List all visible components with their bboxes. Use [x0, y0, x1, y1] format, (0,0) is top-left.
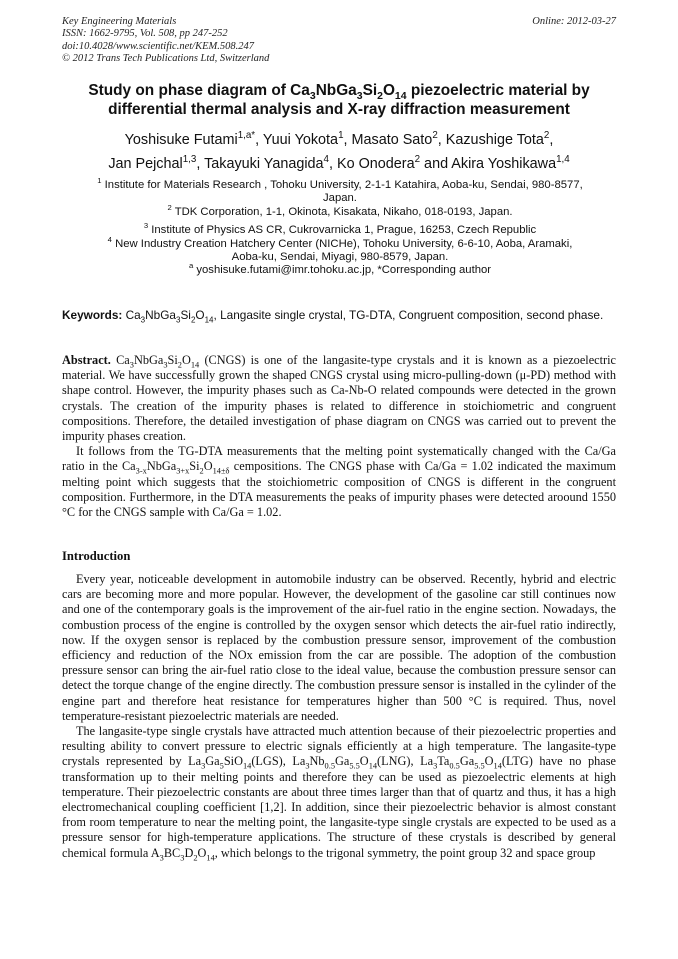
- introduction-paragraph-2: The langasite-type single crystals have attracted much attention because of their piezoelectric properties and resulting ability to convert pressure to electric signals efficiently at a high temperature. The langasite-type crystals represented by $La_3Ga_5SiO_{14}(LGS)$, $La_3Nb_{0.5}Ga_{5.5}O_{14}(LNG)$, $La_3Ta_{0.5}Ga_{5.5}O_{14}(LTG)$ have no phase transformation up to their melting points and therefore they can be used as piezoelectric elements at high temperature. Their piezoelectric constants are about three times larger than that of quartz and thus, it has a high electromechanical coupling coefficient [1,2]. In addition, since their piezoelectric behavior is almost constant from room temperature to near the melting point, the langasite-type single crystals are expected to be used as a pressure sensor for high-temperature applications. The structure of these crystals is described by general chemical formula $A_3BC_3D_2O_{14}$, which belongs to the trigonal symmetry, the point group 32 and space group: [62, 724, 616, 863]
- affiliation-number: 2: [167, 203, 172, 213]
- affiliation-1: [60, 176, 620, 206]
- intro-text: (LNG), La: [377, 754, 434, 769]
- title-line1-end: piezoelectric material by: [406, 82, 590, 99]
- author-affil-mark: 1,4: [556, 154, 570, 166]
- affiliation-text: New Industry Creation Hatchery Center (NICHe), Tohoku University, 6-6-10, Aoba, Aramaki,: [115, 237, 573, 250]
- author-name: , Masato Sato: [343, 132, 433, 148]
- intro-text: The langasite-type single crystals have attracted much attention because of their piezoelectric properties and resulting ability to convert pressure to electric signals efficiently at a high temperature. The langasite-type crystals represented by La: [62, 724, 616, 769]
- abstract-paragraph-1: Abstract. $Ca_3NbGa_3Si_2O_{14}$ (CNGS) is one of the langasite-type crystals and it is known as a piezoelectric material. We have successfully grown the shaped CNGS crystal using micro-pulling-down (μ-PD) method with shape control. However, the impurity phases such as Ca-Nb-O related compounds were detected in the grown crystals. The creation of the impurity phases is related to difference in stoichiometric and congruent compositions. Therefore, the detailed investigation of phase diagram on CNGS was carried out to prevent the impurity phases creation.: [62, 353, 617, 444]
- author-affil-mark: 2: [543, 130, 550, 142]
- copyright-line: © 2012 Trans Tech Publications Ltd, Switzerland: [62, 52, 270, 64]
- email-mark: a: [188, 261, 194, 271]
- introduction-heading: Introduction: [62, 549, 131, 563]
- introduction-paragraph-1: Every year, noticeable development in automobile industry can be observed. Recently, hybrid and electric cars are becoming more and more popular. However, the development of the gasoline car still continues now and one of the contemporary goals is the improvement of the air-fuel ratio in the engine section. Nowadays, the combustion process of the engine is controlled by the oxygen sensor which detects the air-fuel ratio indirectly, now. If the oxygen sensor is replaced by the combustion pressure sensor, improvement of the combustion efficiency and reduction of the NOx emission from the car are possible. The adoption of the combustion pressure sensor can bring the air-fuel ratio close to the ideal value, because the combustion pressure sensor can detect the torque change of the engine directly. The combustion pressure sensor is installed in the cylinder of the engine part and therefore heat resistance for temperatures higher than 500 °C is required. Thus, novel temperature-resistant piezoelectric materials are needed.: [62, 572, 616, 723]
- abstract-text: NbGa: [146, 459, 177, 474]
- title-line2: differential thermal analysis and X-ray diffraction measurement: [108, 100, 570, 118]
- title-line1-start: Study on phase diagram of Ca: [88, 82, 310, 99]
- introduction: [62, 572, 616, 861]
- affiliation-number: 3: [143, 221, 149, 231]
- author-name: Yoshisuke Futami: [124, 132, 238, 148]
- affiliation-text: Institute for Materials Research , Tohoku University, 2-1-1 Katahira, Aoba-ku, Sendai, 980-8577,: [104, 179, 583, 191]
- affiliations: [60, 176, 620, 278]
- doi-line: doi:10.4028/www.scientific.net/KEM.508.247: [62, 40, 254, 52]
- abstract-text: cempositions. The CNGS phase with Ca/Ga = 1.02 indicated the maximum melting point which suggests that the stoichiometric composition of CNGS is different in the congruent composition. Furthermore, in the DTA measurements the peaks of impurity phases were detected aroound 1550 °C for the CNGS sample with Ca/Ga = 1.02.: [62, 459, 617, 520]
- author-separator: ,: [549, 132, 554, 148]
- affiliation-text: Aoba-ku, Sendai, Miyagi, 980-8579, Japan.: [231, 251, 449, 264]
- author-list: [40, 128, 638, 176]
- author-affil-mark: 1,3: [182, 154, 197, 166]
- author-name: and Akira Yoshikawa: [420, 156, 557, 172]
- author-name: , Yuui Yokota: [255, 132, 339, 148]
- online-date: Online: 2012-03-27: [532, 16, 616, 27]
- author-name: , Kazushige Tota: [437, 132, 544, 148]
- affiliation-number: 1: [97, 176, 102, 186]
- affiliation-text: Japan.: [323, 192, 357, 205]
- intro-text: (LGS), La: [251, 754, 306, 769]
- keywords-label: Keywords:: [62, 308, 123, 322]
- journal-header: [62, 16, 616, 65]
- author-affil-mark: 1: [338, 130, 344, 142]
- keywords-list: , Langasite single crystal, TG-DTA, Congruent composition, second phase.: [213, 308, 604, 322]
- intro-text: , which belongs to the trigonal symmetry, the point group 32 and space group: [214, 845, 596, 860]
- affiliation-number: 4: [107, 234, 112, 244]
- author-name: , Ko Onodera: [329, 156, 415, 172]
- corresponding-email: [60, 261, 620, 277]
- author-affil-mark: 4: [323, 154, 329, 166]
- email-text: yoshisuke.futami@imr.tohoku.ac.jp, *Corresponding author: [196, 264, 492, 277]
- affiliation-text: TDK Corporation, 1-1, Okinota, Kisakata, Nikaho, 018-0193, Japan.: [174, 205, 513, 218]
- issn-line: ISSN: 1662-9795, Vol. 508, pp 247-252: [62, 28, 228, 40]
- paper-title: Study on phase diagram of $Ca_3NbGa_3Si_2O_{14}$ piezoelectric material by differential thermal analysis and X-ray diffraction measurement: [88, 82, 590, 118]
- abstract: [62, 353, 616, 520]
- intro-text: (LTG) have no phase transformation up to their melting points and therefore they can be used as piezoelectric elements at high temperature. Their piezoelectric constants are about three times larger than that of quartz and thus, it has a high electromechanical coupling coefficient [1,2]. In addition, since their piezoelectric behavior is almost constant from room temperature to near the melting point, the langasite-type single crystals are expected to be used as a pressure sensor for high-temperature applications. The structure of these crystals is described by general chemical formula A: [62, 754, 616, 860]
- abstract-text: It follows from the TG-DTA measurements that the melting point systematically changed with the Ca/Ga ratio in the Ca: [62, 444, 616, 474]
- author-affil-mark: 2: [414, 154, 421, 166]
- author-affil-mark: 2: [432, 130, 438, 142]
- journal-name: Key Engineering Materials: [62, 16, 177, 27]
- affiliation-2: [60, 203, 620, 219]
- affiliation-text: Institute of Physics AS CR, Cukrovarnicka 1, Prague, 16253, Czech Republic: [151, 224, 537, 237]
- abstract-paragraph-2: It follows from the TG-DTA measurements that the melting point systematically changed with the Ca/Ga ratio in the $Ca_{3-x}NbGa_{3+x}Si_2O_{14\pm\delta}$ cempositions. The CNGS phase with Ca/Ga = 1.02 indicated the maximum melting point which suggests that the stoichiometric composition of CNGS is different in the congruent composition. Furthermore, in the DTA measurements the peaks of impurity phases were detected aroound 1550 °C for the CNGS sample with Ca/Ga = 1.02.: [62, 444, 617, 520]
- affiliation-4: [60, 234, 620, 265]
- author-name: , Takayuki Yanagida: [196, 156, 324, 172]
- abstract-text: (CNGS) is one of the langasite-type crystals and it is known as a piezoelectric material. We have successfully grown the shaped CNGS crystal using micro-pulling-down (μ-PD) method with shape control. However, the impurity phases such as Ca-Nb-O related compounds were detected in the grown crystals. The creation of the impurity phases is related to difference in stoichiometric and congruent compositions. Therefore, the detailed investigation of phase diagram on CNGS was carried out to prevent the impurity phases creation.: [62, 353, 617, 444]
- keywords: Keywords: $Ca_3NbGa_3Si_2O_{14}$, Langasite single crystal, TG-DTA, Congruent composition, second phase.: [62, 308, 604, 325]
- affiliation-3: [60, 221, 620, 237]
- author-affil-mark: 1,a*: [237, 130, 256, 142]
- abstract-label: Abstract.: [62, 353, 111, 367]
- author-name: Jan Pejchal: [108, 156, 183, 172]
